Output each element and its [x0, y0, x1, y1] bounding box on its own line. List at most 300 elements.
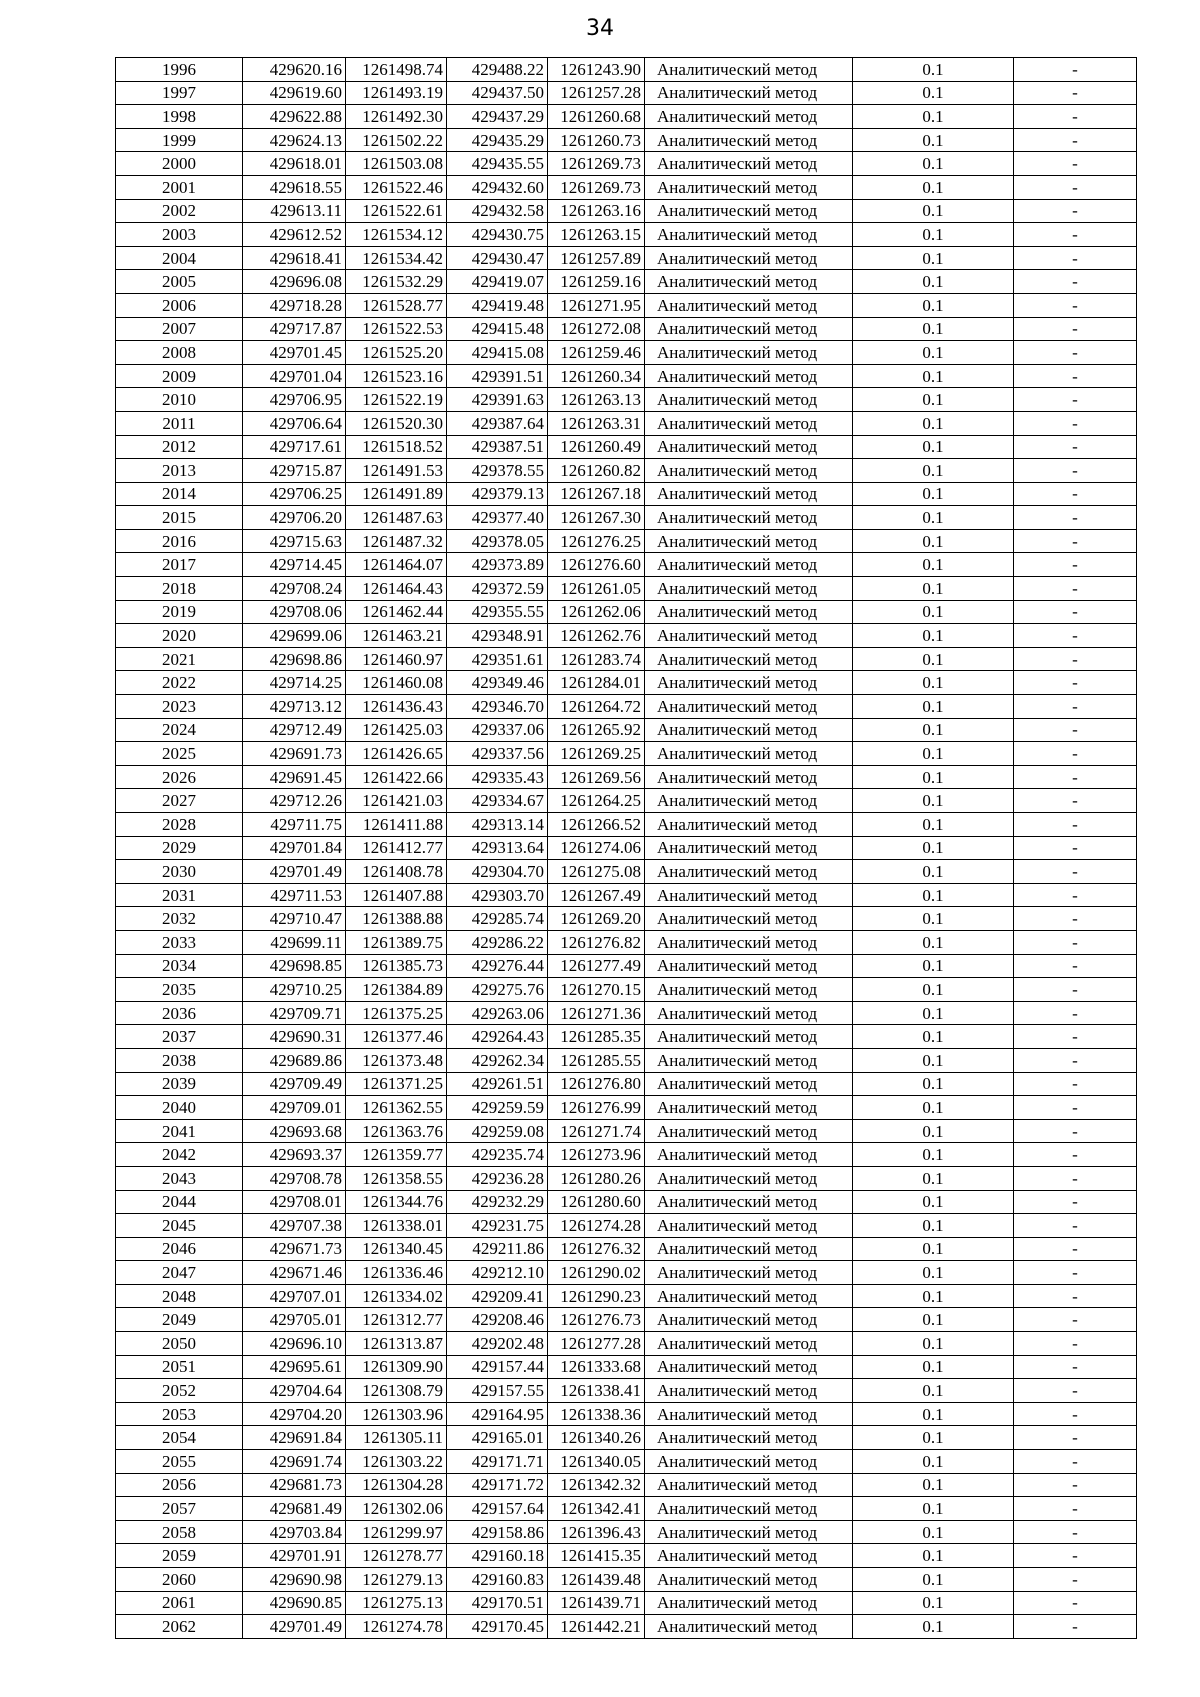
y1-cell: 1261464.07 — [346, 553, 447, 577]
accuracy-cell: 0.1 — [853, 341, 1014, 365]
y2-cell: 1261276.99 — [548, 1096, 645, 1120]
accuracy-cell: 0.1 — [853, 718, 1014, 742]
y2-cell: 1261259.16 — [548, 270, 645, 294]
description-cell: - — [1014, 1284, 1137, 1308]
y1-cell: 1261299.97 — [346, 1520, 447, 1544]
y1-cell: 1261522.53 — [346, 317, 447, 341]
x1-cell: 429710.47 — [243, 907, 346, 931]
y1-cell: 1261534.12 — [346, 223, 447, 247]
method-cell: Аналитический метод — [645, 223, 853, 247]
point-number-cell: 2031 — [116, 883, 243, 907]
x2-cell: 429334.67 — [447, 789, 548, 813]
x2-cell: 429377.40 — [447, 506, 548, 530]
point-number-cell: 2009 — [116, 364, 243, 388]
table-row — [116, 765, 1137, 789]
y2-cell: 1261442.21 — [548, 1615, 645, 1639]
y1-cell: 1261309.90 — [346, 1355, 447, 1379]
table-row — [116, 1355, 1137, 1379]
description-cell: - — [1014, 907, 1137, 931]
table-row — [116, 907, 1137, 931]
x2-cell: 429170.51 — [447, 1591, 548, 1615]
description-cell: - — [1014, 223, 1137, 247]
accuracy-cell: 0.1 — [853, 1473, 1014, 1497]
point-number-cell: 2023 — [116, 695, 243, 719]
description-cell: - — [1014, 529, 1137, 553]
accuracy-cell: 0.1 — [853, 1615, 1014, 1639]
description-cell: - — [1014, 1048, 1137, 1072]
accuracy-cell: 0.1 — [853, 1025, 1014, 1049]
description-cell: - — [1014, 459, 1137, 483]
accuracy-cell: 0.1 — [853, 128, 1014, 152]
x1-cell: 429701.91 — [243, 1544, 346, 1568]
x1-cell: 429698.86 — [243, 647, 346, 671]
method-cell: Аналитический метод — [645, 1072, 853, 1096]
x2-cell: 429373.89 — [447, 553, 548, 577]
table-row — [116, 930, 1137, 954]
method-cell: Аналитический метод — [645, 1615, 853, 1639]
y1-cell: 1261304.28 — [346, 1473, 447, 1497]
x1-cell: 429690.31 — [243, 1025, 346, 1049]
x2-cell: 429157.64 — [447, 1497, 548, 1521]
table-row — [116, 1166, 1137, 1190]
x1-cell: 429612.52 — [243, 223, 346, 247]
y1-cell: 1261503.08 — [346, 152, 447, 176]
y2-cell: 1261290.02 — [548, 1261, 645, 1285]
y2-cell: 1261275.08 — [548, 860, 645, 884]
point-number-cell: 2011 — [116, 411, 243, 435]
x1-cell: 429705.01 — [243, 1308, 346, 1332]
accuracy-cell: 0.1 — [853, 742, 1014, 766]
x2-cell: 429208.46 — [447, 1308, 548, 1332]
y1-cell: 1261464.43 — [346, 577, 447, 601]
description-cell: - — [1014, 860, 1137, 884]
accuracy-cell: 0.1 — [853, 1308, 1014, 1332]
method-cell: Аналитический метод — [645, 1473, 853, 1497]
accuracy-cell: 0.1 — [853, 600, 1014, 624]
accuracy-cell: 0.1 — [853, 459, 1014, 483]
y2-cell: 1261280.60 — [548, 1190, 645, 1214]
method-cell: Аналитический метод — [645, 1284, 853, 1308]
description-cell: - — [1014, 813, 1137, 837]
description-cell: - — [1014, 1261, 1137, 1285]
x1-cell: 429691.45 — [243, 765, 346, 789]
table-row — [116, 81, 1137, 105]
x1-cell: 429690.98 — [243, 1568, 346, 1592]
point-number-cell: 1997 — [116, 81, 243, 105]
description-cell: - — [1014, 647, 1137, 671]
y1-cell: 1261358.55 — [346, 1166, 447, 1190]
table-row — [116, 883, 1137, 907]
x1-cell: 429681.73 — [243, 1473, 346, 1497]
y1-cell: 1261389.75 — [346, 930, 447, 954]
description-cell: - — [1014, 128, 1137, 152]
table-row — [116, 1450, 1137, 1474]
y1-cell: 1261492.30 — [346, 105, 447, 129]
x1-cell: 429671.46 — [243, 1261, 346, 1285]
method-cell: Аналитический метод — [645, 883, 853, 907]
method-cell: Аналитический метод — [645, 860, 853, 884]
y2-cell: 1261276.82 — [548, 930, 645, 954]
y1-cell: 1261278.77 — [346, 1544, 447, 1568]
method-cell: Аналитический метод — [645, 1001, 853, 1025]
table-row — [116, 1591, 1137, 1615]
x1-cell: 429704.20 — [243, 1402, 346, 1426]
description-cell: - — [1014, 105, 1137, 129]
description-cell: - — [1014, 1190, 1137, 1214]
x2-cell: 429437.29 — [447, 105, 548, 129]
point-number-cell: 2007 — [116, 317, 243, 341]
accuracy-cell: 0.1 — [853, 435, 1014, 459]
table-row — [116, 1473, 1137, 1497]
description-cell: - — [1014, 341, 1137, 365]
description-cell: - — [1014, 152, 1137, 176]
point-number-cell: 2039 — [116, 1072, 243, 1096]
table-row — [116, 1143, 1137, 1167]
x2-cell: 429259.59 — [447, 1096, 548, 1120]
table-row — [116, 1119, 1137, 1143]
table-row — [116, 789, 1137, 813]
accuracy-cell: 0.1 — [853, 317, 1014, 341]
y2-cell: 1261257.28 — [548, 81, 645, 105]
table-row — [116, 364, 1137, 388]
point-number-cell: 2035 — [116, 978, 243, 1002]
accuracy-cell: 0.1 — [853, 671, 1014, 695]
x1-cell: 429709.49 — [243, 1072, 346, 1096]
x2-cell: 429262.34 — [447, 1048, 548, 1072]
y2-cell: 1261263.31 — [548, 411, 645, 435]
x1-cell: 429707.38 — [243, 1214, 346, 1238]
method-cell: Аналитический метод — [645, 1237, 853, 1261]
page-number: 34 — [586, 16, 614, 41]
description-cell: - — [1014, 1308, 1137, 1332]
x1-cell: 429691.74 — [243, 1450, 346, 1474]
x2-cell: 429263.06 — [447, 1001, 548, 1025]
y1-cell: 1261344.76 — [346, 1190, 447, 1214]
y1-cell: 1261338.01 — [346, 1214, 447, 1238]
accuracy-cell: 0.1 — [853, 1214, 1014, 1238]
x1-cell: 429715.63 — [243, 529, 346, 553]
accuracy-cell: 0.1 — [853, 789, 1014, 813]
table-row — [116, 647, 1137, 671]
x1-cell: 429691.73 — [243, 742, 346, 766]
description-cell: - — [1014, 978, 1137, 1002]
y2-cell: 1261274.28 — [548, 1214, 645, 1238]
y2-cell: 1261260.73 — [548, 128, 645, 152]
table-row — [116, 1261, 1137, 1285]
y2-cell: 1261265.92 — [548, 718, 645, 742]
x1-cell: 429693.37 — [243, 1143, 346, 1167]
accuracy-cell: 0.1 — [853, 364, 1014, 388]
description-cell: - — [1014, 789, 1137, 813]
x1-cell: 429708.06 — [243, 600, 346, 624]
x1-cell: 429712.49 — [243, 718, 346, 742]
y1-cell: 1261303.22 — [346, 1450, 447, 1474]
method-cell: Аналитический метод — [645, 58, 853, 82]
description-cell: - — [1014, 553, 1137, 577]
y2-cell: 1261260.68 — [548, 105, 645, 129]
description-cell: - — [1014, 577, 1137, 601]
point-number-cell: 2061 — [116, 1591, 243, 1615]
x2-cell: 429435.55 — [447, 152, 548, 176]
table-row — [116, 836, 1137, 860]
point-number-cell: 2049 — [116, 1308, 243, 1332]
method-cell: Аналитический метод — [645, 1355, 853, 1379]
y1-cell: 1261302.06 — [346, 1497, 447, 1521]
y1-cell: 1261487.63 — [346, 506, 447, 530]
point-number-cell: 2060 — [116, 1568, 243, 1592]
table-row — [116, 1520, 1137, 1544]
point-number-cell: 2010 — [116, 388, 243, 412]
method-cell: Аналитический метод — [645, 341, 853, 365]
y2-cell: 1261439.71 — [548, 1591, 645, 1615]
method-cell: Аналитический метод — [645, 317, 853, 341]
description-cell: - — [1014, 1072, 1137, 1096]
x1-cell: 429671.73 — [243, 1237, 346, 1261]
point-number-cell: 2033 — [116, 930, 243, 954]
table-row — [116, 1544, 1137, 1568]
accuracy-cell: 0.1 — [853, 81, 1014, 105]
x2-cell: 429419.07 — [447, 270, 548, 294]
y2-cell: 1261272.08 — [548, 317, 645, 341]
method-cell: Аналитический метод — [645, 954, 853, 978]
method-cell: Аналитический метод — [645, 1402, 853, 1426]
x2-cell: 429391.63 — [447, 388, 548, 412]
point-number-cell: 2014 — [116, 482, 243, 506]
description-cell: - — [1014, 364, 1137, 388]
x1-cell: 429708.78 — [243, 1166, 346, 1190]
method-cell: Аналитический метод — [645, 152, 853, 176]
y1-cell: 1261362.55 — [346, 1096, 447, 1120]
y2-cell: 1261264.72 — [548, 695, 645, 719]
table-row — [116, 671, 1137, 695]
accuracy-cell: 0.1 — [853, 529, 1014, 553]
x1-cell: 429620.16 — [243, 58, 346, 82]
x1-cell: 429708.24 — [243, 577, 346, 601]
x1-cell: 429681.49 — [243, 1497, 346, 1521]
y1-cell: 1261412.77 — [346, 836, 447, 860]
table-row — [116, 529, 1137, 553]
x2-cell: 429419.48 — [447, 293, 548, 317]
x1-cell: 429711.53 — [243, 883, 346, 907]
method-cell: Аналитический метод — [645, 81, 853, 105]
table-row — [116, 553, 1137, 577]
method-cell: Аналитический метод — [645, 1048, 853, 1072]
table-row — [116, 718, 1137, 742]
method-cell: Аналитический метод — [645, 1520, 853, 1544]
y1-cell: 1261408.78 — [346, 860, 447, 884]
point-number-cell: 2002 — [116, 199, 243, 223]
point-number-cell: 2058 — [116, 1520, 243, 1544]
point-number-cell: 2024 — [116, 718, 243, 742]
x1-cell: 429618.01 — [243, 152, 346, 176]
x2-cell: 429351.61 — [447, 647, 548, 671]
x2-cell: 429415.08 — [447, 341, 548, 365]
accuracy-cell: 0.1 — [853, 553, 1014, 577]
accuracy-cell: 0.1 — [853, 506, 1014, 530]
point-number-cell: 2034 — [116, 954, 243, 978]
y2-cell: 1261271.74 — [548, 1119, 645, 1143]
description-cell: - — [1014, 175, 1137, 199]
table-row — [116, 482, 1137, 506]
description-cell: - — [1014, 1166, 1137, 1190]
x1-cell: 429699.06 — [243, 624, 346, 648]
point-number-cell: 1998 — [116, 105, 243, 129]
x1-cell: 429709.71 — [243, 1001, 346, 1025]
y1-cell: 1261522.19 — [346, 388, 447, 412]
y2-cell: 1261269.73 — [548, 175, 645, 199]
table-row — [116, 1332, 1137, 1356]
y1-cell: 1261373.48 — [346, 1048, 447, 1072]
point-number-cell: 2032 — [116, 907, 243, 931]
x2-cell: 429488.22 — [447, 58, 548, 82]
description-cell: - — [1014, 930, 1137, 954]
description-cell: - — [1014, 1096, 1137, 1120]
x2-cell: 429157.44 — [447, 1355, 548, 1379]
y1-cell: 1261491.89 — [346, 482, 447, 506]
y2-cell: 1261269.20 — [548, 907, 645, 931]
y1-cell: 1261279.13 — [346, 1568, 447, 1592]
method-cell: Аналитический метод — [645, 482, 853, 506]
y1-cell: 1261528.77 — [346, 293, 447, 317]
method-cell: Аналитический метод — [645, 624, 853, 648]
y2-cell: 1261267.49 — [548, 883, 645, 907]
accuracy-cell: 0.1 — [853, 954, 1014, 978]
y1-cell: 1261518.52 — [346, 435, 447, 459]
description-cell: - — [1014, 1497, 1137, 1521]
x1-cell: 429701.49 — [243, 1615, 346, 1639]
x2-cell: 429432.58 — [447, 199, 548, 223]
y1-cell: 1261275.13 — [346, 1591, 447, 1615]
x1-cell: 429706.95 — [243, 388, 346, 412]
description-cell: - — [1014, 1615, 1137, 1639]
point-number-cell: 2003 — [116, 223, 243, 247]
point-number-cell: 2005 — [116, 270, 243, 294]
y2-cell: 1261280.26 — [548, 1166, 645, 1190]
point-number-cell: 2051 — [116, 1355, 243, 1379]
point-number-cell: 2052 — [116, 1379, 243, 1403]
x2-cell: 429212.10 — [447, 1261, 548, 1285]
method-cell: Аналитический метод — [645, 718, 853, 742]
x2-cell: 429264.43 — [447, 1025, 548, 1049]
y2-cell: 1261276.32 — [548, 1237, 645, 1261]
table-row — [116, 1379, 1137, 1403]
table-row — [116, 813, 1137, 837]
accuracy-cell: 0.1 — [853, 152, 1014, 176]
y1-cell: 1261520.30 — [346, 411, 447, 435]
x2-cell: 429387.64 — [447, 411, 548, 435]
table-row — [116, 577, 1137, 601]
accuracy-cell: 0.1 — [853, 199, 1014, 223]
y2-cell: 1261271.36 — [548, 1001, 645, 1025]
accuracy-cell: 0.1 — [853, 1591, 1014, 1615]
table-row — [116, 411, 1137, 435]
method-cell: Аналитический метод — [645, 1119, 853, 1143]
y1-cell: 1261334.02 — [346, 1284, 447, 1308]
y2-cell: 1261262.06 — [548, 600, 645, 624]
accuracy-cell: 0.1 — [853, 388, 1014, 412]
y1-cell: 1261407.88 — [346, 883, 447, 907]
table-row — [116, 459, 1137, 483]
accuracy-cell: 0.1 — [853, 978, 1014, 1002]
table-row — [116, 742, 1137, 766]
x1-cell: 429711.75 — [243, 813, 346, 837]
description-cell: - — [1014, 765, 1137, 789]
accuracy-cell: 0.1 — [853, 1237, 1014, 1261]
y1-cell: 1261384.89 — [346, 978, 447, 1002]
y2-cell: 1261439.48 — [548, 1568, 645, 1592]
y2-cell: 1261274.06 — [548, 836, 645, 860]
y1-cell: 1261421.03 — [346, 789, 447, 813]
table-row — [116, 1214, 1137, 1238]
accuracy-cell: 0.1 — [853, 1497, 1014, 1521]
method-cell: Аналитический метод — [645, 907, 853, 931]
x1-cell: 429713.12 — [243, 695, 346, 719]
description-cell: - — [1014, 836, 1137, 860]
y1-cell: 1261460.97 — [346, 647, 447, 671]
y1-cell: 1261522.61 — [346, 199, 447, 223]
accuracy-cell: 0.1 — [853, 175, 1014, 199]
description-cell: - — [1014, 1473, 1137, 1497]
point-number-cell: 2006 — [116, 293, 243, 317]
accuracy-cell: 0.1 — [853, 105, 1014, 129]
method-cell: Аналитический метод — [645, 600, 853, 624]
description-cell: - — [1014, 883, 1137, 907]
method-cell: Аналитический метод — [645, 506, 853, 530]
accuracy-cell: 0.1 — [853, 1355, 1014, 1379]
x1-cell: 429624.13 — [243, 128, 346, 152]
point-number-cell: 2018 — [116, 577, 243, 601]
y1-cell: 1261377.46 — [346, 1025, 447, 1049]
accuracy-cell: 0.1 — [853, 1001, 1014, 1025]
y2-cell: 1261263.16 — [548, 199, 645, 223]
point-number-cell: 2046 — [116, 1237, 243, 1261]
y2-cell: 1261276.25 — [548, 529, 645, 553]
point-number-cell: 2029 — [116, 836, 243, 860]
method-cell: Аналитический метод — [645, 459, 853, 483]
x1-cell: 429714.45 — [243, 553, 346, 577]
x1-cell: 429619.60 — [243, 81, 346, 105]
x1-cell: 429618.55 — [243, 175, 346, 199]
accuracy-cell: 0.1 — [853, 1568, 1014, 1592]
point-number-cell: 2044 — [116, 1190, 243, 1214]
method-cell: Аналитический метод — [645, 1143, 853, 1167]
y1-cell: 1261305.11 — [346, 1426, 447, 1450]
accuracy-cell: 0.1 — [853, 482, 1014, 506]
x2-cell: 429304.70 — [447, 860, 548, 884]
method-cell: Аналитический метод — [645, 1214, 853, 1238]
method-cell: Аналитический метод — [645, 105, 853, 129]
x1-cell: 429704.64 — [243, 1379, 346, 1403]
y1-cell: 1261534.42 — [346, 246, 447, 270]
point-number-cell: 2041 — [116, 1119, 243, 1143]
method-cell: Аналитический метод — [645, 1332, 853, 1356]
x1-cell: 429622.88 — [243, 105, 346, 129]
y2-cell: 1261259.46 — [548, 341, 645, 365]
x2-cell: 429261.51 — [447, 1072, 548, 1096]
x1-cell: 429689.86 — [243, 1048, 346, 1072]
accuracy-cell: 0.1 — [853, 58, 1014, 82]
description-cell: - — [1014, 1544, 1137, 1568]
accuracy-cell: 0.1 — [853, 813, 1014, 837]
point-number-cell: 2004 — [116, 246, 243, 270]
x2-cell: 429378.05 — [447, 529, 548, 553]
point-number-cell: 2028 — [116, 813, 243, 837]
x1-cell: 429690.85 — [243, 1591, 346, 1615]
table-row — [116, 341, 1137, 365]
y1-cell: 1261313.87 — [346, 1332, 447, 1356]
x2-cell: 429432.60 — [447, 175, 548, 199]
x2-cell: 429235.74 — [447, 1143, 548, 1167]
